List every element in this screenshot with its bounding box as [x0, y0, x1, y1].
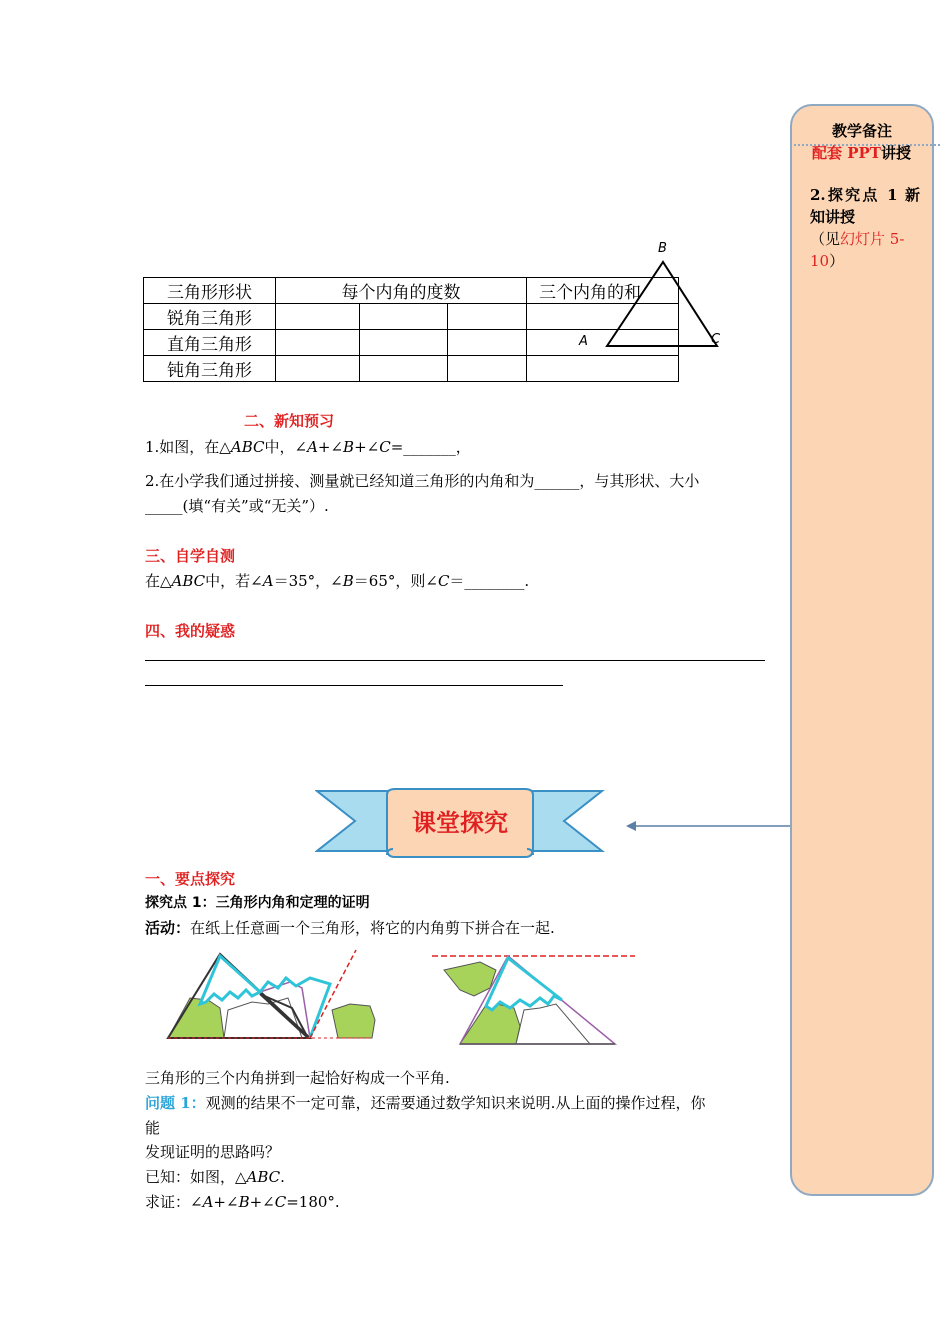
table-cell	[276, 304, 360, 330]
doubts-heading: 四、我的疑惑	[145, 622, 236, 640]
explore-question-1: 问题 1：观测的结果不一定可靠，还需要通过数学知识来说明.从上面的操作过程，你	[145, 1094, 706, 1112]
explore-point-title: 探究点 1：三角形内角和定理的证明	[145, 895, 370, 911]
teaching-notes-sidebar	[790, 104, 934, 1196]
sidebar-ppt-note: 配套 PPT讲授	[812, 144, 911, 162]
table-row-label: 锐角三角形	[144, 304, 276, 330]
angle-measure-table	[143, 277, 679, 382]
table-cell	[527, 304, 679, 330]
selftest-heading: 三、自学自测	[145, 547, 236, 565]
explore-heading: 一、要点探究	[145, 870, 236, 888]
table-header: 三个内角的和	[527, 278, 679, 304]
table-row	[144, 330, 679, 356]
table-row-label: 钝角三角形	[144, 356, 276, 382]
doubts-line-2	[145, 685, 563, 686]
explore-activity: 活动：在纸上任意画一个三角形，将它的内角剪下拼合在一起.	[145, 919, 555, 937]
table-row	[144, 356, 679, 382]
explore-question-1-line2: 能	[145, 1119, 161, 1137]
vertex-a-label: A	[579, 334, 588, 349]
table-cell	[527, 330, 679, 356]
explore-conclusion: 三角形的三个内角拼到一起恰好构成一个平角.	[145, 1069, 450, 1087]
table-cell	[527, 356, 679, 382]
table-cell	[448, 356, 527, 382]
table-row	[144, 304, 679, 330]
table-header: 三角形形状	[144, 278, 276, 304]
table-cell	[448, 330, 527, 356]
sidebar-title: 教学备注	[831, 122, 892, 140]
arrow-to-banner	[624, 818, 792, 834]
explore-known: 已知：如图，△ABC.	[145, 1168, 285, 1186]
sidebar-point-note: 2.探究点 1 新知讲授	[810, 186, 920, 226]
banner-title: 课堂探究	[412, 809, 508, 837]
sidebar-slide-note: （见幻灯片 5-10）	[810, 230, 905, 270]
vertex-b-label: B	[658, 241, 667, 256]
table-cell	[448, 304, 527, 330]
preview-question-2-line2: _____(填“有关”或“无关”）.	[145, 497, 329, 515]
doubts-line-1	[145, 660, 765, 661]
angle-cut-figure-right	[430, 948, 640, 1048]
preview-heading: 二、新知预习	[244, 412, 335, 430]
selftest-question: 在△ABC中，若∠A＝35°，∠B＝65°，则∠C＝________.	[145, 572, 530, 590]
table-header-row	[144, 278, 679, 304]
explore-question-1-line3: 发现证明的思路吗？	[145, 1143, 281, 1161]
table-cell	[360, 330, 448, 356]
table-cell	[276, 330, 360, 356]
table-cell	[360, 304, 448, 330]
table-cell	[360, 356, 448, 382]
preview-question-1: 1.如图，在△ABC中，∠A+∠B+∠C=_______，	[145, 438, 471, 456]
explore-prove: 求证：∠A+∠B+∠C=180°.	[145, 1193, 340, 1211]
angle-cut-figure-left	[160, 948, 400, 1044]
table-row-label: 直角三角形	[144, 330, 276, 356]
table-header: 每个内角的度数	[276, 278, 527, 304]
vertex-c-label: C	[711, 332, 721, 347]
class-explore-banner	[315, 787, 605, 862]
preview-question-2-line1: 2.在小学我们通过拼接、测量就已经知道三角形的内角和为______，与其形状、大小	[145, 472, 700, 490]
table-cell	[276, 356, 360, 382]
